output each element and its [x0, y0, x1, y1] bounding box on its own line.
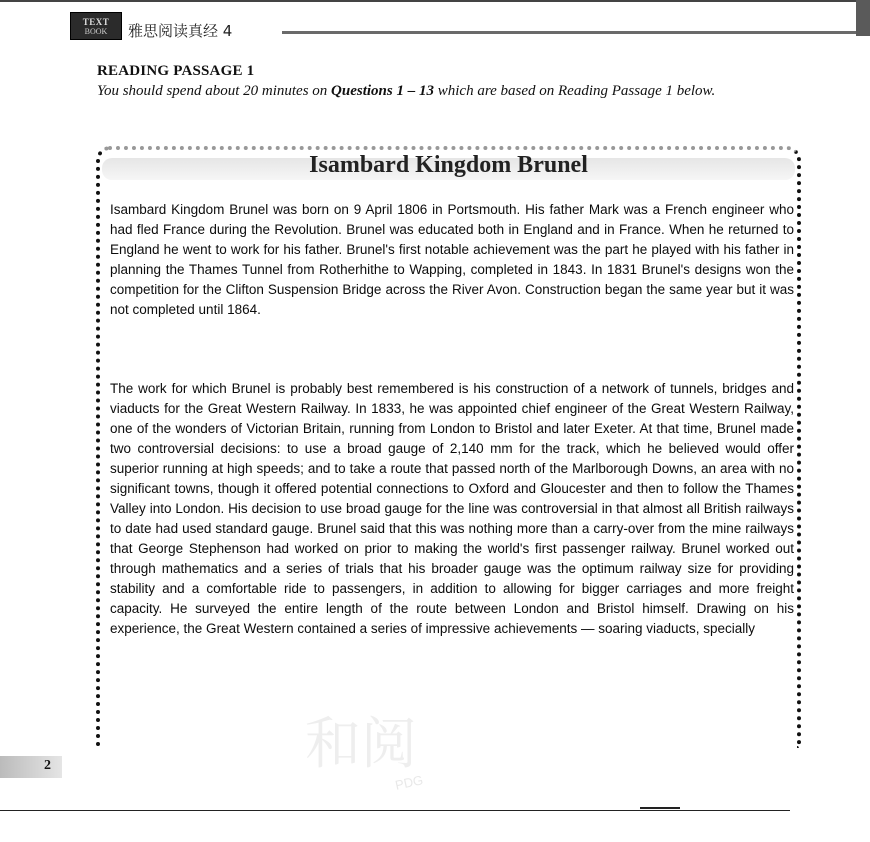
watermark-seal: 和阅	[305, 712, 417, 777]
passage-title: Isambard Kingdom Brunel	[309, 152, 588, 178]
header-top-rule	[0, 0, 870, 2]
passage-paragraph-2: The work for which Brunel is probably best remembered is his construction of a network of tunnels, bridges and viaducts for the Great Western Railway. In 1833, he was appointed chief engineer of the Great Western Railway, one of the wonders of Victorian Britain, running from London to Bristol and later Exeter. At that time, Brunel made two controversial decisions: to use a broad gauge of 2,140 mm for the track, which he believed would offer superior running at high speeds; and to take a route that passed north of the Marlborough Downs, an area with no significant towns, though it offered potential connections to Oxford and Gloucester and then to follow the Thames Valley into London. His decision to use broad gauge for the line was controversial in that almost all British railways to date had used standard gauge. Brunel said that this was nothing more than a carry-over from the mine railways that George Stephenson had worked on prior to making the world's first passenger railway. Brunel worked out through mathematics and a series of trials that his broader gauge was the optimum railway size for providing stability and a comfortable ride to passengers, in addition to allowing for bigger carriages and more freight capacity. He surveyed the entire length of the route between London and Bristol himself. Drawing on his experience, the Great Western contained a series of impressive achievements — soaring viaducts, specially	[110, 381, 794, 636]
instruction-questions: Questions 1 – 13	[331, 83, 434, 99]
passage-paragraph-1: Isambard Kingdom Brunel was born on 9 April 1806 in Portsmouth. His father Mark was a French engineer who had fled France during the Revolution. Brunel was educated both in England and in France. When he returned to England he went to work for his father. Brunel's first notable achievement was the part he played with his father in planning the Thames Tunnel from Rotherhithe to Wapping, completed in 1843. In 1831 Brunel's designs won the competition for the Clifton Suspension Bridge across the River Avon. Construction began the same year but it was not completed until 1864.	[110, 202, 794, 317]
instruction-text-2: which are based on Reading Passage 1 below.	[433, 83, 716, 99]
header-rule	[282, 31, 866, 34]
page-number: 2	[44, 758, 51, 773]
instruction-text-1: You should spend about 20 minutes on	[97, 83, 332, 99]
footer-mark	[640, 807, 680, 809]
watermark-text: PDG	[393, 772, 425, 793]
series-title: 雅思阅读真经 4	[128, 22, 233, 40]
footer-rule	[0, 810, 790, 811]
passage-instructions	[97, 82, 817, 101]
page-number-tab	[0, 756, 62, 778]
page-header	[0, 0, 870, 44]
publisher-logo	[70, 12, 122, 40]
passage-intro	[97, 63, 817, 101]
header-edge-bar	[856, 0, 870, 36]
logo-line-1: TEXT	[82, 16, 110, 27]
logo-line-2: BOOK	[84, 26, 108, 36]
passage-label: READING PASSAGE 1	[97, 63, 255, 79]
